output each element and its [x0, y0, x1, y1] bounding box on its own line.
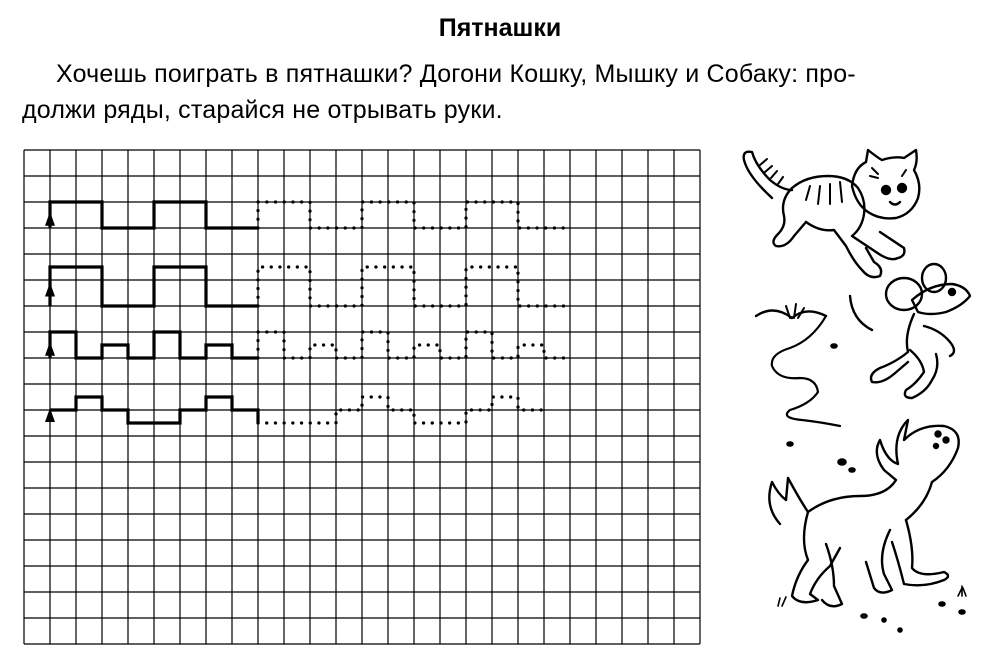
instruction-line-1: Хочешь поиграть в пятнашки? Догони Кошку, Мышку и Собаку: про- — [56, 60, 856, 88]
solid-pattern-line — [50, 267, 258, 306]
start-arrow-icon — [45, 342, 55, 356]
ground-decorations — [778, 344, 966, 632]
start-arrow-icon — [45, 212, 55, 226]
start-arrow-icon — [45, 283, 55, 297]
dog-illustration — [769, 420, 958, 606]
mouse-illustration — [756, 264, 970, 426]
worksheet-title: Пятнашки — [438, 14, 562, 42]
solid-pattern-line — [50, 332, 258, 358]
cat-illustration — [744, 150, 920, 277]
solid-pattern-line — [50, 202, 258, 228]
instruction-line-2: должи ряды, старайся не отрывать руки. — [22, 96, 503, 124]
